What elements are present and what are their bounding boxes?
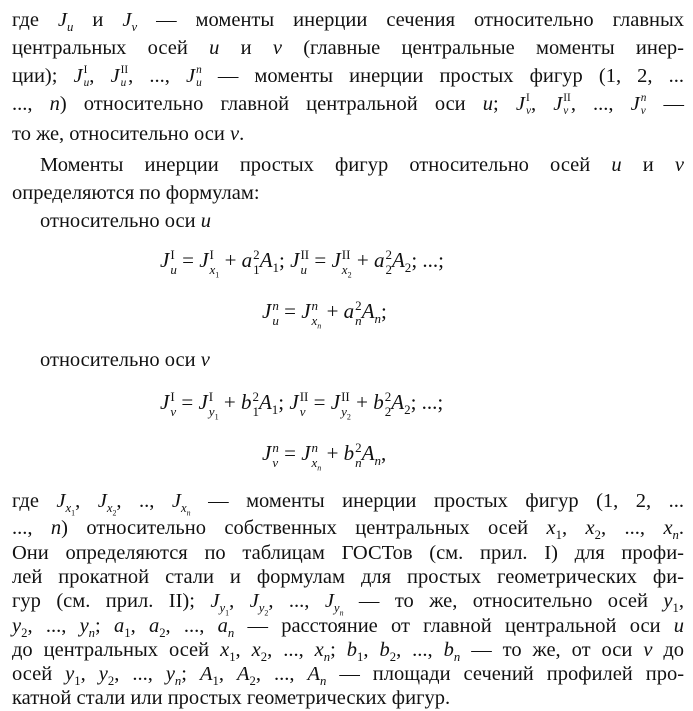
formula-v-1: J I v = J I $y_1$ + b 2 1 $A_1$; J II v = J II $y_2$ + b 2 2 $A_2$; ...;: [160, 389, 444, 422]
paragraph-3-line-5: гур (см. прил. II); $J_{y_1}$, $J_{y_2}$, ..., $J_{y_n}$ — то же, относительно осей $y_1$,: [12, 590, 685, 618]
paragraph-3-line-7: до центральных осей $x_1$, $x_2$, ..., $x_n$; $b_1$, $b_2$, ..., $b_n$ — то же, от оси v до: [12, 639, 685, 665]
label-relative-to-u: относительно оси u: [40, 210, 211, 232]
paragraph-3-line-9: катной стали или простых геометрических фигур.: [12, 687, 451, 709]
paragraph-2-line-1: Моменты инерции простых фигур относительно осей u и v: [40, 154, 684, 176]
formula-u-2: J n u = J n $x_n$ + a 2 n $A_n$;: [262, 298, 387, 331]
paragraph-3-line-4: лей прокатной стали и формулам для простых геометрических фи-: [12, 566, 684, 588]
paragraph-3-line-8: осей $y_1$, $y_2$, ..., $y_n$; $A_1$, $A_2$, ..., $A_n$ — площади сечений профилей про-: [12, 663, 685, 689]
paragraph-3-line-6: $y_2$, ..., $y_n$; $a_1$, $a_2$, ..., $a_n$ — расстояние от главной центральной оси u: [12, 615, 685, 641]
paragraph-1-line-1: где $J_u$ и $J_v$ — моменты инерции сечения относительно главных: [12, 9, 684, 35]
formula-v-2: J n v = J n $x_n$ + b 2 n $A_n$,: [262, 440, 387, 473]
formula-u-1: J I u = J I $x_1$ + a 2 1 $A_1$; J II u = J II $x_2$ + a 2 2 $A_2$; ...;: [160, 247, 444, 280]
paragraph-1-line-2: центральных осей u и v (главные центральные моменты инер-: [12, 37, 684, 59]
label-relative-to-v: относительно оси v: [40, 349, 210, 371]
paragraph-1-line-4: ..., n) относительно главной центральной оси u; J I v , J II v , ..., J n v —: [12, 92, 685, 118]
paragraph-1-line-3: ции); J I u , J II u , ..., J n u — моменты инерции простых фигур (1, 2, ...: [12, 64, 685, 90]
paragraph-3-line-1: где $J_{x_1}$, $J_{x_2}$, .., $J_{x_n}$ — моменты инерции простых фигур (1, 2, ...: [12, 490, 685, 518]
paragraph-2-line-2: определяются по формулам:: [12, 182, 260, 204]
paragraph-3-line-3: Они определяются по таблицам ГОСТов (см. прил. I) для профи-: [12, 542, 684, 564]
paragraph-3-line-2: ..., n) относительно собственных центральных осей $x_1$, $x_2$, ..., $x_n$.: [12, 517, 685, 543]
paragraph-1-line-5: то же, относительно оси v.: [12, 123, 245, 145]
